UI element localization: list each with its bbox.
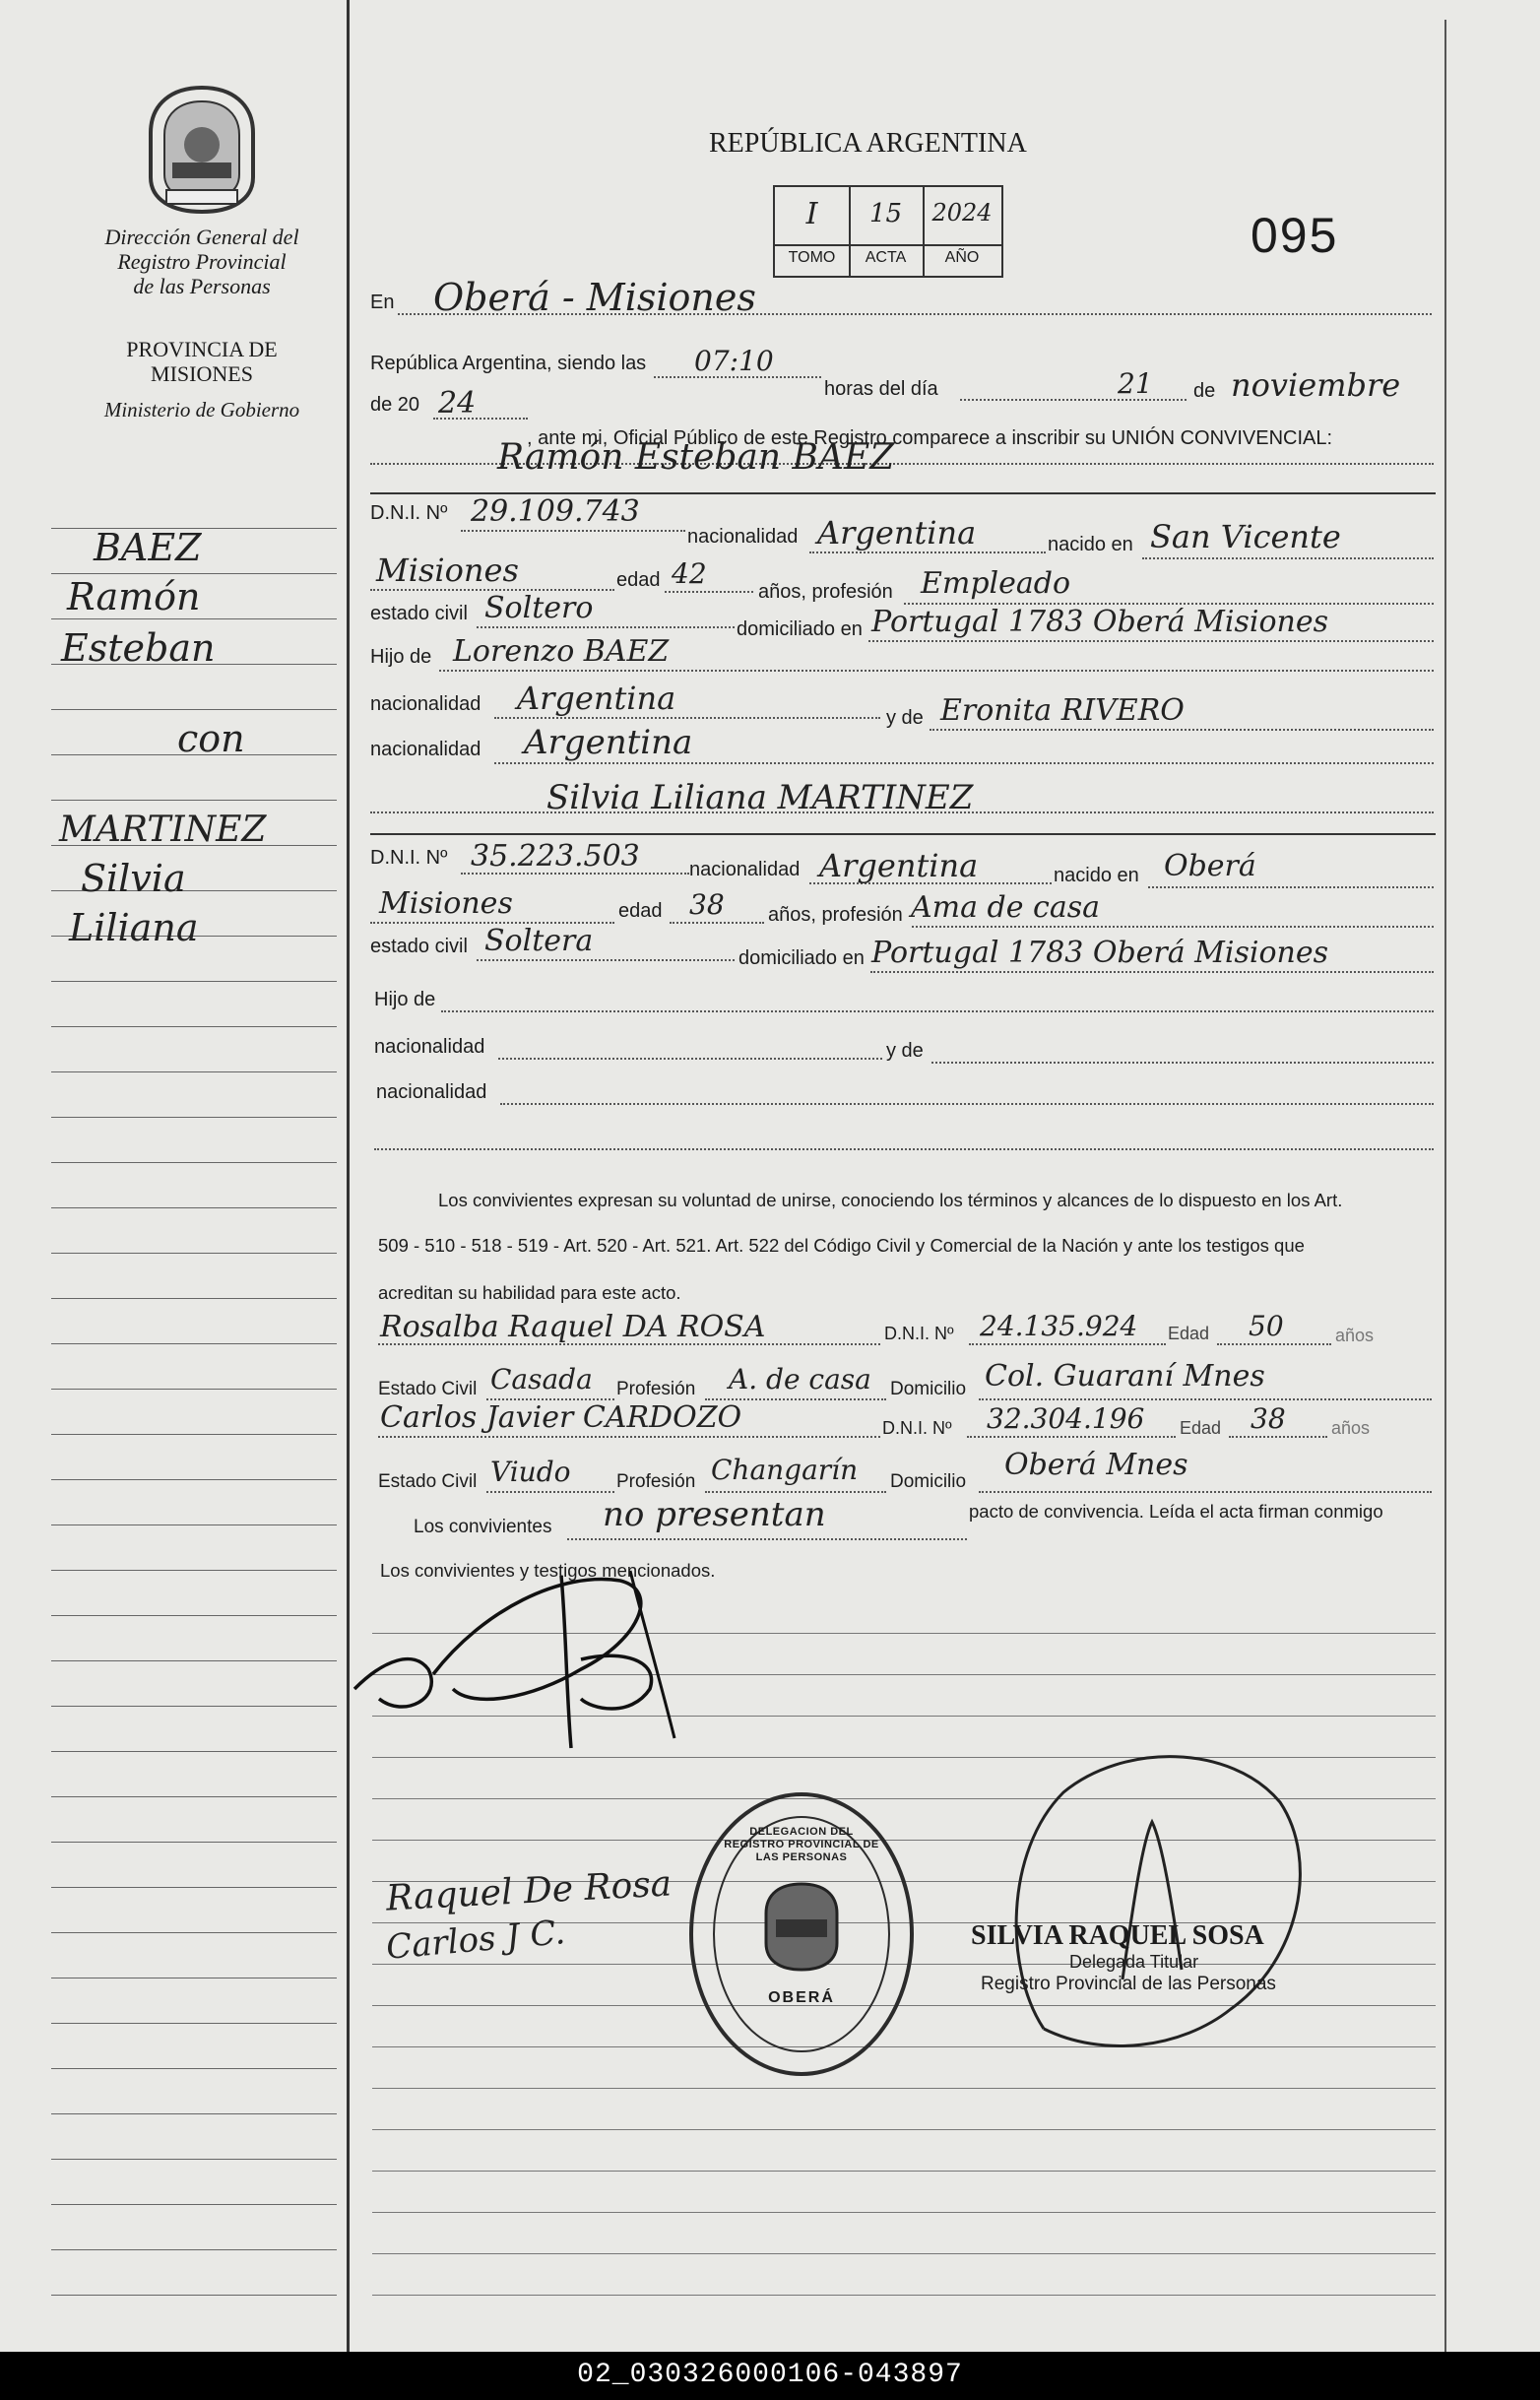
registry-stamp: [689, 1792, 914, 2076]
p2-nac2-label: nacionalidad: [376, 1081, 487, 1103]
record-reference-box: [773, 185, 1003, 278]
cohabitants-signature-icon: [335, 1551, 807, 1768]
statement-line2: 509 - 510 - 518 - 519 - Art. 520 - Art. 521. Art. 522 del Código Civil y Comercial de la Nación y ante los testigos que: [378, 1235, 1305, 1256]
p2-birthplace-a: Oberá: [1164, 849, 1256, 883]
month-value: noviembre: [1231, 366, 1401, 404]
stamp-emblem-icon: [762, 1880, 841, 1974]
p1-mother: Eronita RIVERO: [940, 693, 1185, 728]
margin-name2-line2: Silvia: [81, 857, 186, 900]
w2-civil-label: Estado Civil: [378, 1471, 478, 1492]
w2-anos-label: años: [1331, 1418, 1371, 1438]
p2-nac-label: nacionalidad: [689, 859, 801, 880]
tomo-value: I: [805, 197, 818, 231]
w1-address: Col. Guaraní Mnes: [985, 1359, 1265, 1394]
pacto-value: no presentan: [603, 1495, 826, 1534]
w1-name: Rosalba Raquel DA ROSA: [380, 1310, 766, 1344]
w2-age: 38: [1251, 1402, 1286, 1435]
en-label: En: [370, 292, 395, 313]
p1-dni-label: D.N.I. Nº: [370, 502, 448, 524]
p1-civil: Soltero: [484, 591, 594, 625]
tomo-label: TOMO: [788, 249, 836, 266]
document-code: 02_030326000106-043897: [577, 2360, 963, 2390]
document-footer: [0, 2352, 1540, 2400]
p1-prof-label: años, profesión: [758, 581, 893, 603]
final-label: Los convivientes y testigos mencionados.: [380, 1560, 716, 1581]
country-title: REPÚBLICA ARGENTINA: [709, 128, 1027, 159]
margin-name2-line1: MARTINEZ: [59, 810, 267, 850]
p2-full-name: Silvia Liliana MARTINEZ: [546, 778, 974, 817]
p2-dni-label: D.N.I. Nº: [370, 847, 448, 869]
margin-divider: [347, 0, 350, 2354]
statement-line3: acreditan su habilidad para este acto.: [378, 1282, 681, 1303]
p2-civil: Soltera: [484, 924, 594, 958]
day-value: 21: [1118, 367, 1153, 400]
p1-hijo-label: Hijo de: [370, 646, 432, 668]
w2-dom-label: Domicilio: [890, 1471, 967, 1492]
ano-label: AÑO: [944, 249, 980, 266]
p2-age: 38: [689, 888, 725, 921]
margin-name2-line3: Liliana: [69, 906, 199, 949]
p1-nac-label: nacionalidad: [687, 526, 799, 548]
right-border: [1444, 20, 1446, 2354]
place-value: Oberá - Misiones: [433, 276, 756, 319]
p2-hijo-label: Hijo de: [374, 989, 436, 1010]
margin-name1-line3: Esteban: [61, 626, 216, 670]
ministry-name: Ministerio de Gobierno: [103, 398, 300, 422]
p2-edad-label: edad: [618, 900, 663, 922]
p1-father-nac-label: nacionalidad: [370, 693, 481, 715]
w1-dom-label: Domicilio: [890, 1379, 967, 1399]
witness-signature-1: Raquel De Rosa: [385, 1863, 674, 1919]
official-title: Delegada Titular: [1069, 1952, 1199, 1972]
province-seal-icon: [143, 84, 261, 217]
p1-yde-label: y de: [886, 707, 924, 729]
w1-edad-label: Edad: [1168, 1324, 1210, 1343]
p2-prof-label: años, profesión: [768, 904, 903, 926]
pacto-label: pacto de convivencia. Leída el acta firman conmigo: [969, 1501, 1383, 1522]
p2-birthplace-b: Misiones: [379, 886, 513, 921]
conv-label: Los convivientes: [414, 1517, 552, 1537]
p1-mother-nac-label: nacionalidad: [370, 739, 481, 760]
p2-dom-label: domiciliado en: [738, 947, 865, 969]
w1-profession: A. de casa: [729, 1363, 871, 1395]
w2-civil: Viudo: [490, 1456, 571, 1488]
p1-edad-label: edad: [616, 569, 661, 591]
margin-connector: con: [177, 717, 245, 760]
w2-prof-label: Profesión: [616, 1471, 696, 1492]
year-suffix-value: 24: [438, 386, 477, 421]
stamp-ring-text: DELEGACION DEL REGISTRO PROVINCIAL DE LAS PERSONAS: [724, 1826, 879, 1863]
p2-civil-label: estado civil: [370, 936, 468, 957]
margin-name1-line2: Ramón: [67, 575, 201, 618]
ano-value: 2024: [931, 199, 993, 227]
w1-dni: 24.135.924: [980, 1310, 1138, 1342]
p1-birthplace-a: San Vicente: [1150, 518, 1341, 555]
w2-dni: 32.304.196: [987, 1402, 1145, 1435]
time-value: 07:10: [694, 345, 774, 377]
statement-line1: Los convivientes expresan su voluntad de unirse, conociendo los términos y alcances de lo dispuesto en los Art.: [438, 1190, 1343, 1210]
p2-address: Portugal 1783 Oberá Misiones: [871, 936, 1329, 970]
margin-name1-line1: BAEZ: [94, 526, 202, 569]
p1-civil-label: estado civil: [370, 603, 468, 624]
w1-age: 50: [1249, 1310, 1284, 1342]
official-org: Registro Provincial de las Personas: [981, 1974, 1276, 1994]
w2-dni-label: D.N.I. Nº: [882, 1418, 952, 1438]
w2-address: Oberá Mnes: [1004, 1448, 1188, 1482]
province-name: PROVINCIA DE MISIONES: [126, 337, 278, 386]
p2-nationality: Argentina: [819, 847, 979, 884]
p1-nationality: Argentina: [817, 514, 977, 551]
p2-profession: Ama de casa: [911, 890, 1100, 925]
p1-dni-value: 29.109.743: [471, 494, 640, 529]
w1-anos-label: años: [1335, 1326, 1375, 1345]
w2-name: Carlos Javier CARDOZO: [380, 1400, 742, 1435]
p2-yde-label: y de: [886, 1040, 924, 1062]
p1-birthplace-b: Misiones: [376, 551, 519, 589]
p1-profession: Empleado: [921, 566, 1071, 601]
record-number: 095: [1251, 208, 1339, 263]
w1-civil-label: Estado Civil: [378, 1379, 478, 1399]
acta-label: ACTA: [865, 249, 907, 266]
acta-value: 15: [868, 199, 903, 228]
w2-profession: Changarín: [711, 1454, 859, 1486]
stamp-city: OBERÁ: [768, 1989, 835, 2006]
witness-signature-2: Carlos J C.: [384, 1913, 567, 1968]
p1-father: Lorenzo BAEZ: [453, 634, 670, 669]
w1-dni-label: D.N.I. Nº: [884, 1324, 954, 1343]
year-label: de 20: [370, 394, 420, 416]
agency-name: Dirección General del Registro Provincial de las Personas: [104, 225, 299, 298]
official-signature-icon: [985, 1733, 1319, 2088]
official-name: SILVIA RAQUEL SOSA: [971, 1920, 1264, 1951]
p1-mother-nationality: Argentina: [524, 723, 693, 762]
ante-label: , ante mi, Oficial Público de este Registro comparece a inscribir su UNIÓN CONVIVENCIAL:: [527, 427, 1333, 449]
person1-full-name: Ramón Esteban BAEZ: [497, 437, 895, 478]
p1-address: Portugal 1783 Oberá Misiones: [871, 605, 1329, 639]
w1-civil: Casada: [490, 1363, 593, 1395]
siendo-label: República Argentina, siendo las: [370, 353, 647, 374]
w1-prof-label: Profesión: [616, 1379, 696, 1399]
p1-father-nationality: Argentina: [517, 680, 676, 717]
p2-nac1-label: nacionalidad: [374, 1036, 485, 1058]
w2-edad-label: Edad: [1180, 1418, 1222, 1438]
p1-age: 42: [672, 557, 707, 590]
horas-label: horas del día: [824, 378, 938, 400]
p2-nacido-label: nacido en: [1054, 865, 1139, 886]
de-label: de: [1193, 380, 1216, 402]
p2-dni-value: 35.223.503: [471, 839, 640, 874]
p1-dom-label: domiciliado en: [737, 618, 863, 640]
p1-nacido-label: nacido en: [1048, 534, 1133, 555]
